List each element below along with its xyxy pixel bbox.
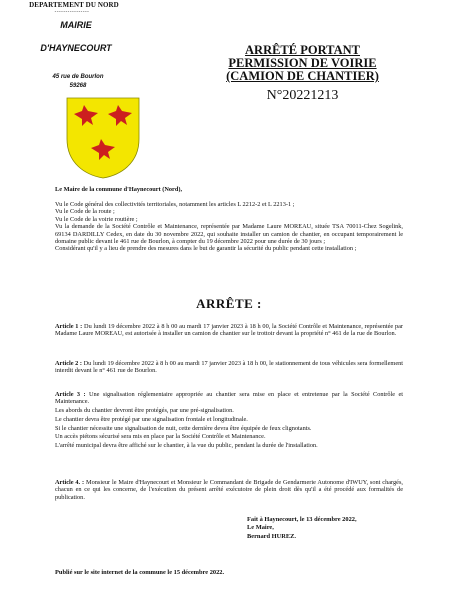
title-line-3: (CAMION DE CHANTIER) (226, 69, 379, 83)
visa-3: Vu le Code de la voirie routière ; (55, 215, 138, 223)
article-4 (55, 479, 403, 501)
department-label: DEPARTEMENT DU NORD (29, 1, 119, 9)
visa-5: Considérant qu'il y a lieu de prendre des mesures dans le but de garantir la sécurité du public pendant cette installation ; (55, 245, 357, 253)
article-3-line-1: Les abords du chantier devront être protégés, par une pré-signalisation. (55, 407, 234, 415)
article-1 (55, 323, 403, 338)
signature-role: Le Maire, (247, 524, 274, 532)
arrete-number: N°20221213 (266, 88, 339, 103)
article-2-label: Article 2 : (55, 360, 83, 367)
article-2 (55, 360, 403, 375)
commune-name: D'HAYNECOURT (40, 43, 112, 53)
signature-place-date: Fait à Haynecourt, le 13 décembre 2022, (247, 516, 357, 523)
title-line-2: PERMISSION DE VOIRIE (228, 56, 377, 70)
document-title (205, 44, 400, 83)
article-3-line-3: Si le chantier nécessite une signalisation de nuit, cette dernière devra être équipée de feux clignotants. (55, 424, 312, 432)
article-3-line-5: L'arrêté municipal devra être affiché sur le chantier, à la vue du public, pendant la durée de l'installation. (55, 441, 318, 449)
article-3-line-2: Le chantier devra être protégé par une signalisation frontale et longitudinale. (55, 415, 248, 423)
article-1-label: Article 1 : (55, 323, 83, 330)
article-4-text: Monsieur le Maire d'Haynecourt et Monsieur le Commandant de Brigade de Gendarmerie Autonome d'IWUY, sont chargés, chacun en ce qui les concerne, de l'exécution du présent arrêté exécutoire de plein droit dès qu'il a été procédé aux formalités de publication. (55, 479, 403, 501)
article-3-label: Article 3 : (55, 391, 86, 398)
visa-4: Vu la demande de la Société Contrôle et Maintenance, représentée par Madame Laure MOREAU, située TSA 70011-Chez Sogelink, 69134 DARDILLY Cedex, en date du 30 novembre 2022, qui souhaite installer un camion de chantier, en occupant temporairement le domaine public devant le 461 rue de Bourlon, à compter du 19 décembre 2022 pour une durée de 30 jours ; (55, 223, 403, 246)
article-1-text: Du lundi 19 décembre 2022 à 8 h 00 au mardi 17 janvier 2023 à 18 h 00, la Société Contrôle et Maintenance, représentée par Madame Laure MOREAU, est autorisée à installer un camion de chantier sur le trottoir devant la propriété n° 461 de la rue de Bourlon. (55, 323, 403, 338)
address-street: 45 rue de Bourlon (52, 74, 104, 80)
visas-block (55, 201, 403, 253)
arrete-heading: ARRÊTE : (196, 296, 262, 311)
article-4-label: Article 4. : (55, 479, 85, 486)
address-postcode: 59268 (69, 83, 87, 89)
department-rule: ---------------- (54, 10, 90, 15)
coat-of-arms-icon (66, 97, 140, 179)
visa-1: Vu le Code général des collectivités territoriales, notamment les articles L 2212-2 et L 2213-1 ; (55, 201, 295, 208)
article-2-text: Du lundi 19 décembre 2022 à 8 h 00 au mardi 17 janvier 2023 à 18 h 00, le stationnement de tous véhicules sera formellement interdit devant le n° 461 rue de Bourlon. (55, 360, 404, 375)
visa-2: Vu le Code de la route ; (55, 208, 115, 216)
signature-name: Bernard HUREZ. (247, 532, 296, 540)
article-3-line-4: Un accès piétons sécurisé sera mis en place par la Société Contrôle et Maintenance. (55, 433, 266, 441)
publication-note: Publié sur le site internet de la commune le 15 décembre 2022. (55, 569, 225, 576)
signature-block (247, 516, 417, 541)
intro-line: Le Maire de la commune d'Haynecourt (Nord), (55, 186, 183, 193)
article-3-text: Une signalisation réglementaire appropriée au chantier sera mise en place et entretenue par la Société Contrôle et Maintenance. (55, 391, 404, 406)
mairie-label: MAIRIE (60, 20, 92, 30)
article-3 (55, 391, 403, 451)
title-line-1: ARRÊTÉ PORTANT (245, 43, 360, 57)
